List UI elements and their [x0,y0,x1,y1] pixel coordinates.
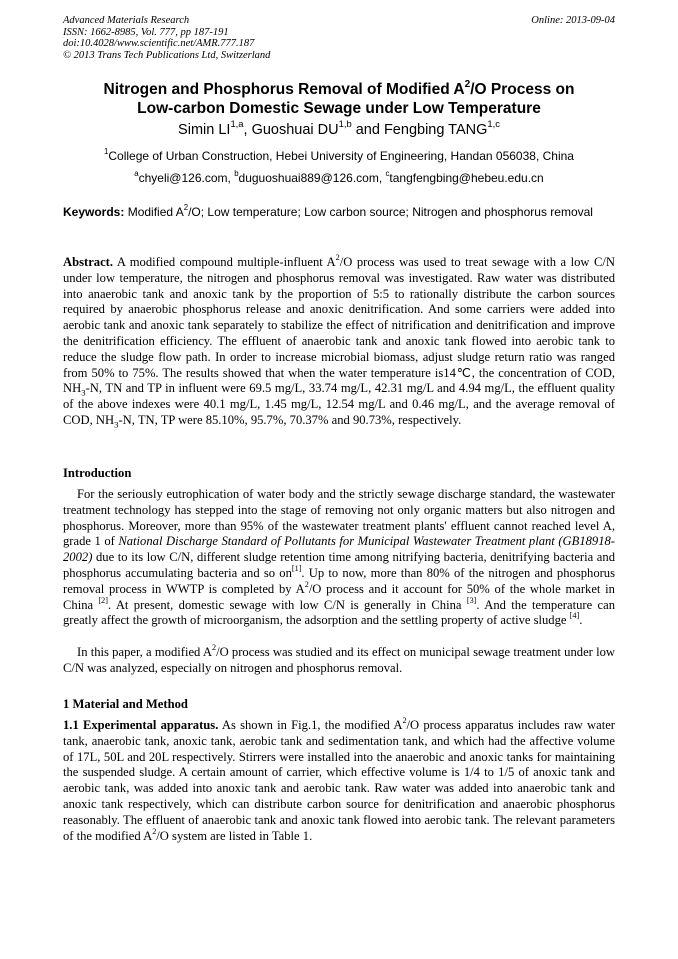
paper-title: Nitrogen and Phosphorus Removal of Modified $A^2/O$ Process on Low-carbon Domestic Sewage under Low Temperature [103,78,575,117]
citation-4: [4] [569,611,580,621]
keywords: Keywords: Modified $A^2/O$; Low temperature; Low carbon source; Nitrogen and phosphorus removal [63,203,593,219]
section-1-heading: 1 Material and Method [63,697,188,711]
journal-name: Advanced Materials Research [63,15,190,26]
author-list: Simin LI$^{1,a}$, Guoshuai DU$^{1,b}$ and Fengbing TANG$^{1,c}$ [178,118,500,138]
email-c: tangfengbing@hebeu.edu.cn [389,171,544,185]
email-b: duguoshuai889@126.com, [238,171,386,185]
journal-doi: doi:10.4028/www.scientific.net/AMR.777.187 [63,38,255,49]
abstract: Abstract. A modified compound multiple-influent $A^2/O$ process was used to treat sewage with a low C/N under low temperature, the nitrogen and phosphorus removal was investigated. Raw water was distributed into anaerobic tank and anoxic tank by the proportion of 5:5 to rationally distribute the carbon sources required by anaerobic phosphorus release and anoxic denitrification. And some carriers were added into aerobic tank and anoxic tank separately to stabilize the effect of nitrification and denitrification and improve the denitrification efficiency. The effluent of anaerobic tank and anoxic tank flowed into aerobic tank to reduce the sludge flow path. In order to increase microbial biomass, adjust sludge return ratio was ranged from 50% to 75%. The results showed that when the water temperature is14℃, the concentration of COD, $NH_3-N$, TN and TP in influent were 69.5 mg/L, 33.74 mg/L, 42.31 mg/L and 4.94 mg/L, the effluent quality of the above indexes were 40.1 mg/L, 1.45 mg/L, 12.54 mg/L and 0.46 mg/L, and the average removal of COD, $NH_3-N$, TN, TP were 85.10%, 95.7%, 70.37% and 90.73%, respectively. [63,253,615,430]
journal-issn: ISSN: 1662-8985, Vol. 777, pp 187-191 [63,26,229,38]
citation-2: [2] [98,595,108,605]
section-1-1-paragraph: 1.1 Experimental apparatus. As shown in Fig.1, the modified $A^2/O$ process apparatus includes raw water tank, anaerobic tank, anoxic tank, aerobic tank and sedimentation tank, and which had the affective volume of 17L, 50L and 20L respectively. Stirrers were installed into the anaerobic and anoxic tanks for maintaining the suspended sludge. A certain amount of carrier, which effective volume is 1/4 to 1/5 of anoxic tank and aerobic tank, was added into anoxic tank and aerobic tank. Raw water was added into anaerobic tank and anoxic tank respectively, which can distribute carbon source for denitrification and anaerobic phosphorus reasonably. The effluent of anaerobic tank and anoxic tank flowed into aerobic tank. The relevant parameters of the modified $A^2/O$ system are listed in Table 1. [63,716,615,843]
journal-header [63,15,270,61]
citation-3: [3] [466,595,477,605]
email-a: chyeli@126.com, [138,171,235,185]
introduction-heading: Introduction [63,466,132,480]
affiliation: $^1$College of Urban Construction, Hebei University of Engineering, Handan 056038, China [104,147,574,163]
author-1: Simin LI [178,122,231,138]
abstract-label: Abstract. [63,255,114,269]
author-2: Guoshuai DU [251,122,339,138]
author-emails: $^a$chyeli@126.com, $^b$duguoshuai889@126.com, $^c$tangfengbing@hebeu.edu.cn [134,169,544,185]
author-3: Fengbing TANG [383,122,488,138]
subsection-1-1-label: 1.1 Experimental apparatus. [63,718,219,732]
journal-copyright: © 2013 Trans Tech Publications Ltd, Switzerland [63,49,271,61]
introduction-paragraph-2: In this paper, a modified $A^2/O$ process was studied and its effect on municipal sewage treatment under low C/N was analyzed, especially on nitrogen and phosphorus removal. [63,643,615,675]
online-date: Online: 2013-09-04 [531,15,615,26]
introduction-paragraph-1: For the seriously eutrophication of water body and the strictly sewage discharge standard, the wastewater treatment technology has stepped into the stage of removing not only organic matters but also nitrogen and phosphorus. Moreover, more than 95% of the wastewater treatment plants' effluent cannot reached level A, grade 1 of National Discharge Standard of Pollutants for Municipal Wastewater Treatment plant (GB18918-2002) due to its low C/N, different sludge retention time among nitrifying bacteria, denitrifying bacteria and phosphorus accumulating bacteria and so on[1]. Up to now, more than 80% of the nitrogen and phosphorus removal process in WWTP is completed by $A^2/O$ process and it account for 50% of the whole market in China [2]. At present, domestic sewage with low C/N is generally in China [3]. And the temperature can greatly affect the growth of microorganism, the adsorption and the settling property of active sludge [4]. [63,487,616,628]
citation-1: [1] [291,563,302,573]
